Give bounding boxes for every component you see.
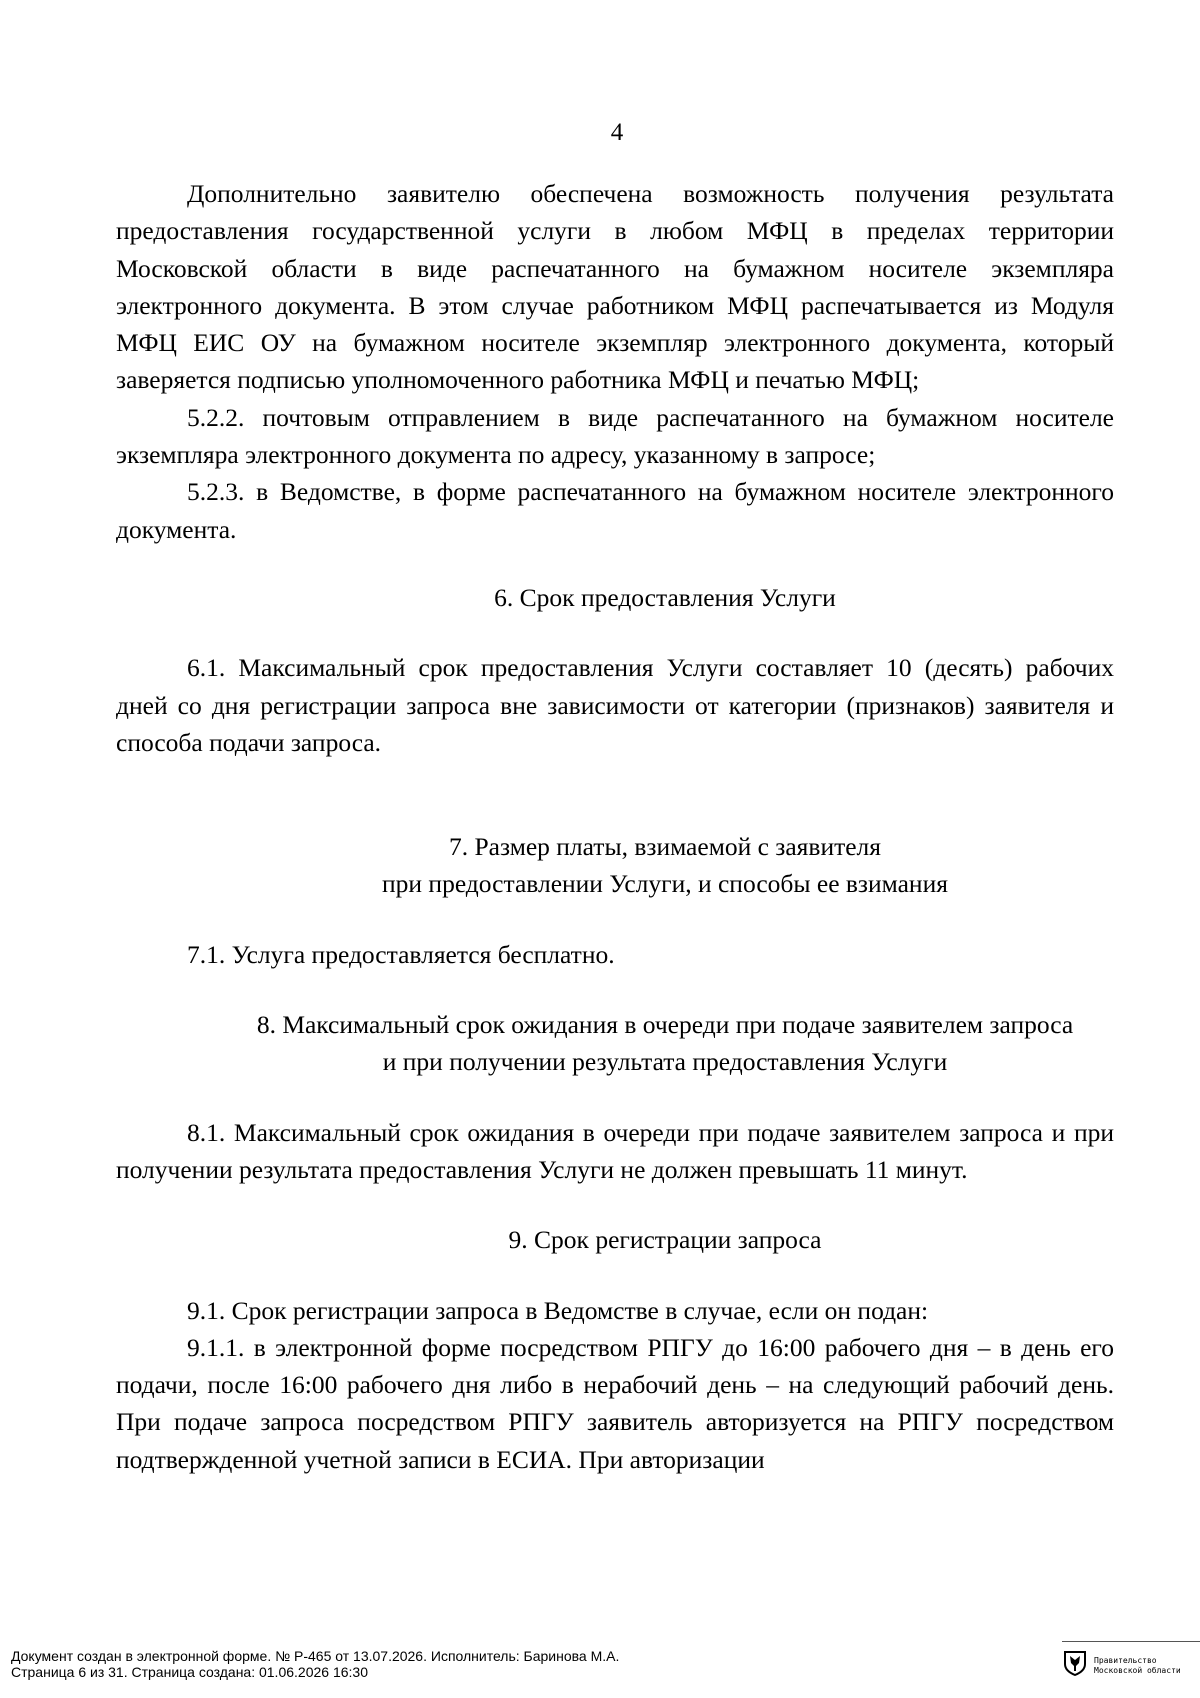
section-heading-8-line1: 8. Максимальный срок ожидания в очереди при подаче заявителем запроса [256, 1010, 1074, 1040]
government-logo [1062, 1650, 1181, 1681]
paragraph-9-1-1: 9.1.1. в электронной форме посредством РПГУ до 16:00 рабочего дня – в день его подачи, после 16:00 рабочего дня либо в нерабочий день – на следующий рабочий день. При подаче запроса посредством РПГУ заявитель авторизуется на РПГУ посредством подтвержденной учетной записи в ЕСИА. При авторизации [116, 1332, 1114, 1474]
document-footer [11, 1648, 619, 1680]
government-logo-text [1094, 1656, 1181, 1676]
footer-page-info: Страница 6 из 31. Страница создана: 01.06.2026 16:30 [11, 1664, 368, 1680]
footer-document-info: Документ создан в электронной форме. № Р-465 от 13.07.2026. Исполнитель: Баринова М.А. [11, 1648, 620, 1664]
paragraph-9-1: 9.1. Срок регистрации запроса в Ведомстве в случае, если он подан: [187, 1295, 929, 1325]
page-number: 4 [610, 119, 624, 146]
section-heading-7-line2: при предоставлении Услуги, и способы ее взимания [382, 869, 948, 899]
document-body [116, 175, 1114, 1478]
footer-rule [1062, 1641, 1200, 1642]
paragraph-5-2-3: 5.2.3. в Ведомстве, в форме распечатанного на бумажном носителе электронного документа. [116, 477, 1114, 544]
paragraph-8-1: 8.1. Максимальный срок ожидания в очереди при подаче заявителем запроса и при получении результата предоставления Услуги не должен превышать 11 минут. [116, 1117, 1114, 1184]
logo-text-line2: Московской области [1094, 1665, 1181, 1675]
logo-text-line1: Правительство [1094, 1655, 1157, 1665]
section-heading-9: 9. Срок регистрации запроса [508, 1225, 822, 1255]
paragraph-7-1: 7.1. Услуга предоставляется бесплатно. [187, 939, 615, 969]
section-heading-8-line2: и при получении результата предоставления Услуги [382, 1047, 948, 1077]
section-heading-7-line1: 7. Размер платы, взимаемой с заявителя [448, 832, 882, 862]
coat-of-arms-icon [1062, 1650, 1088, 1681]
section-heading-6: 6. Срок предоставления Услуги [494, 582, 836, 612]
paragraph-mfc-result: Дополнительно заявителю обеспечена возможность получения результата предоставления государственной услуги в любом МФЦ в пределах территории Московской области в виде распечатанного на бумажном носителе экземпляра электронного документа. В этом случае работником МФЦ распечатывается из Модуля МФЦ ЕИС ОУ на бумажном носителе экземпляр электронного документа, который заверяется подписью уполномоченного работника МФЦ и печатью МФЦ; [116, 179, 1114, 395]
section-heading-8 [116, 1006, 1114, 1081]
section-heading-7 [116, 828, 1114, 903]
paragraph-5-2-2: 5.2.2. почтовым отправлением в виде распечатанного на бумажном носителе экземпляра электронного документа по адресу, указанному в запросе; [116, 402, 1114, 470]
paragraph-6-1: 6.1. Максимальный срок предоставления Услуги составляет 10 (десять) рабочих дней со дня регистрации запроса вне зависимости от категории (признаков) заявителя и способа подачи запроса. [116, 653, 1114, 757]
